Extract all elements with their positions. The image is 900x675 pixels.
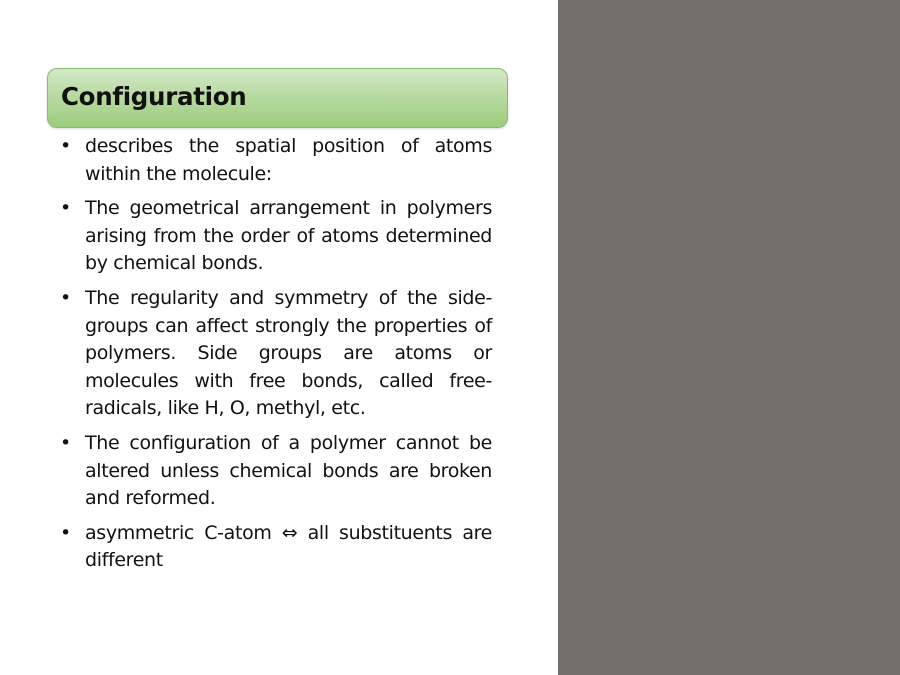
bullet-marker: • xyxy=(60,135,71,157)
bullet-marker: • xyxy=(60,431,71,454)
title-banner xyxy=(47,68,508,128)
bullet-text: The geometrical arrangement in polymers arising from the order of atoms determined by chemical bonds. xyxy=(85,197,492,275)
bullet-text: describes the spatial position of atoms within the molecule: xyxy=(85,135,492,185)
bullet-item xyxy=(60,195,492,278)
bullet-item xyxy=(60,520,492,575)
bullet-marker: • xyxy=(60,286,71,309)
bullet-marker: • xyxy=(60,197,71,220)
slide-title: Configuration xyxy=(61,82,247,111)
bullet-text: The regularity and symmetry of the side-groups can affect strongly the properties of polymers. Side groups are atoms or molecules with free bonds, called free-radicals, like H, O, methyl, etc. xyxy=(85,286,492,420)
bullet-text: asymmetric C-atom ⇔ all substituents are different xyxy=(85,521,492,572)
bullet-list xyxy=(60,133,492,582)
bullet-item xyxy=(60,430,492,513)
bullet-item xyxy=(60,285,492,423)
side-panel xyxy=(558,0,900,675)
bullet-marker: • xyxy=(60,521,71,544)
bullet-text: The configuration of a polymer cannot be altered unless chemical bonds are broken and reformed. xyxy=(85,431,492,510)
bullet-item xyxy=(60,133,492,188)
